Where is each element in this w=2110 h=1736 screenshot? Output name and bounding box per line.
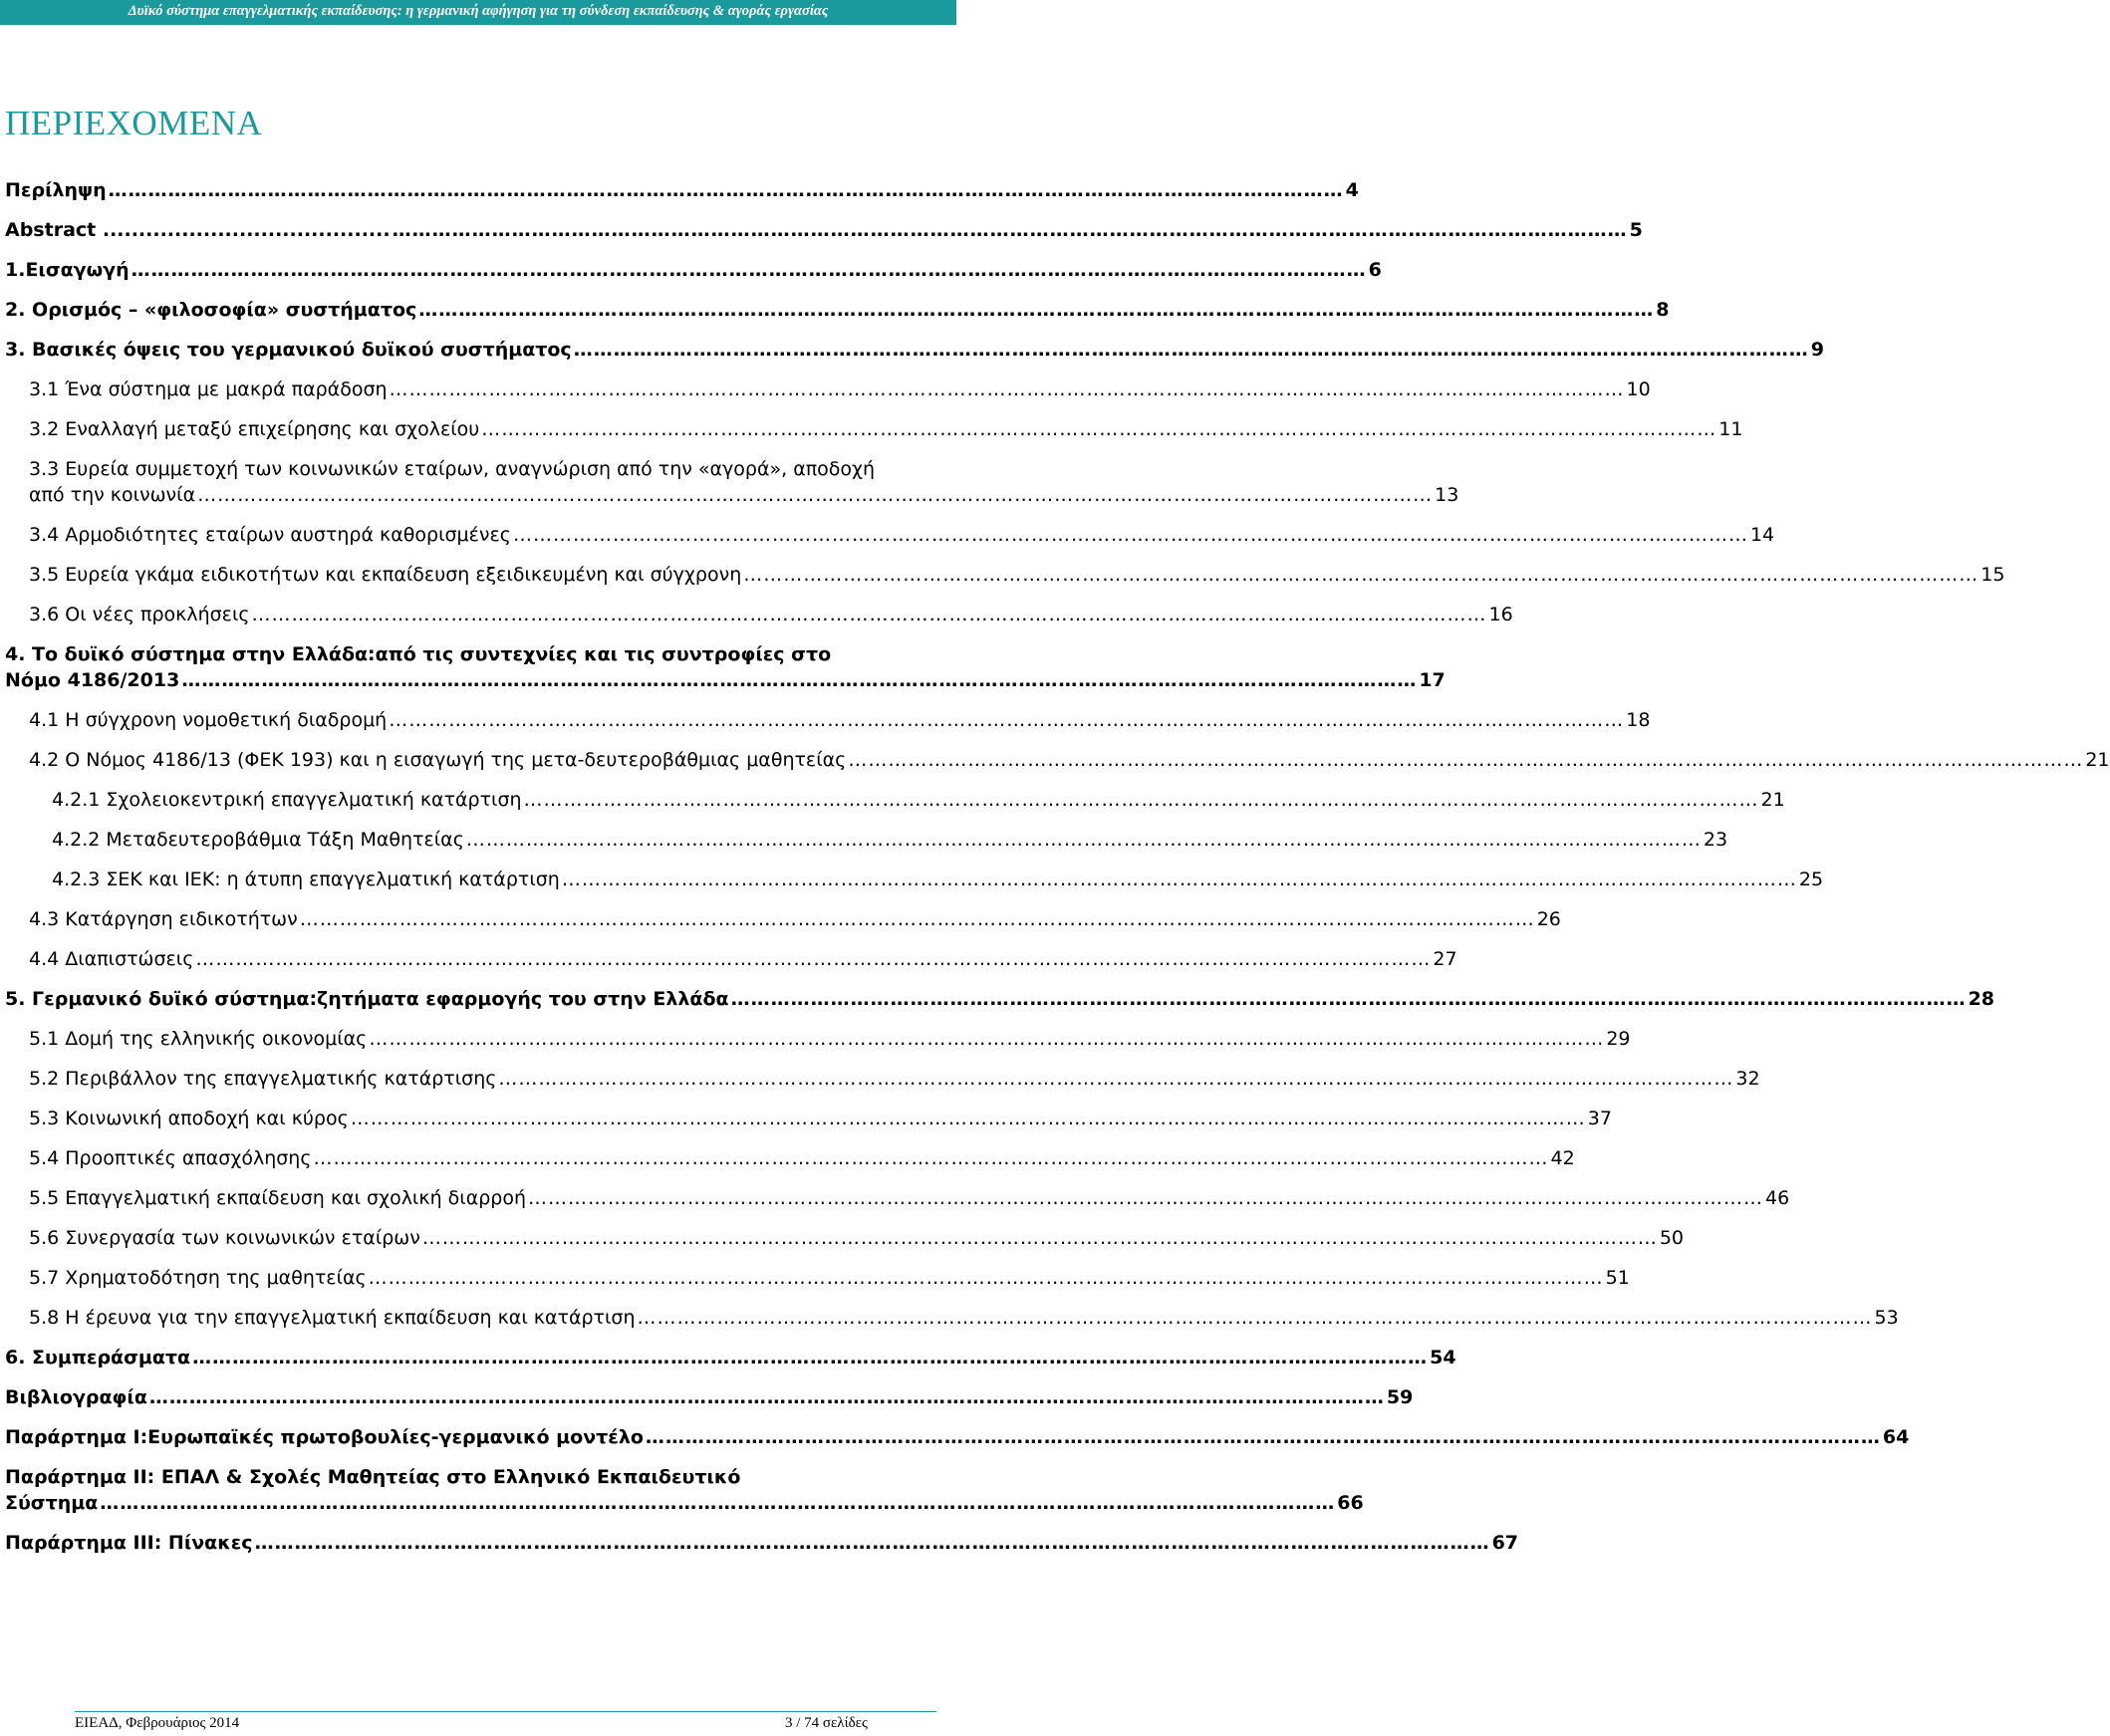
- toc-entry-text: 4.2.1 Σχολειοκεντρική επαγγελματική κατάρτιση: [52, 789, 522, 811]
- toc-entry[interactable]: [5, 257, 1382, 283]
- toc-entry-page: 21: [1760, 789, 1785, 811]
- toc-entry-text: 5.8 Η έρευνα για την επαγγελματική εκπαίδευση και κατάρτιση: [29, 1307, 636, 1329]
- toc-entry-page: 53: [1874, 1307, 1899, 1329]
- toc-entry-page: 50: [1659, 1227, 1685, 1249]
- toc-entry-text: 3.1 Ένα σύστημα με μακρά παράδοση: [29, 378, 388, 400]
- toc-entry-page: 66: [1337, 1492, 1364, 1514]
- toc-entry[interactable]: [29, 906, 1561, 932]
- toc-entry[interactable]: [5, 1424, 1910, 1450]
- footer-rule: [75, 1711, 936, 1712]
- toc-entry-page: 13: [1435, 484, 1459, 506]
- toc-entry[interactable]: [52, 827, 1728, 853]
- toc-entry-page: 42: [1550, 1147, 1575, 1169]
- toc-entry-text: Σύστημα: [5, 1492, 99, 1514]
- toc-entry[interactable]: [29, 562, 2005, 588]
- toc-entry-page: 26: [1536, 908, 1561, 930]
- toc-entry[interactable]: [5, 217, 1643, 243]
- toc-entry-page: 5: [1629, 219, 1643, 241]
- toc-entry-text: 3.6 Οι νέες προκλήσεις: [29, 604, 250, 625]
- toc-entry-page: 46: [1765, 1187, 1790, 1209]
- toc-entry-page: 17: [1419, 669, 1446, 691]
- toc-entry[interactable]: [29, 1265, 1630, 1291]
- toc-entry-page: 4: [1345, 179, 1359, 201]
- toc-entry-text: 4. Το δυϊκό σύστημα στην Ελλάδα:από τις συντεχνίες και τις συντροφίες στο: [5, 643, 832, 665]
- toc-entry-text: 3.3 Ευρεία συμμετοχή των κοινωνικών εταίρων, αναγνώριση από την «αγορά», αποδοχή: [29, 458, 876, 480]
- toc-entry-page: 51: [1605, 1267, 1630, 1289]
- toc-entry-text: 5.7 Χρηματοδότηση της μαθητείας: [29, 1267, 367, 1289]
- toc-entry-page: 18: [1626, 709, 1651, 731]
- toc-entry[interactable]: [5, 297, 1670, 323]
- toc-entry-text: Παράρτημα Ι:Ευρωπαϊκές πρωτοβουλίες-γερμανικό μοντέλο: [5, 1426, 644, 1448]
- toc-entry[interactable]: [29, 602, 1513, 627]
- toc-entry[interactable]: [5, 337, 1824, 363]
- toc-entry-text: 4.2.3 ΣΕΚ και ΙΕΚ: η άτυπη επαγγελματική κατάρτιση: [52, 868, 560, 890]
- toc-entry-page: 16: [1488, 604, 1513, 625]
- toc-entry-text: 4.2.2 Μεταδευτεροβάθμια Τάξη Μαθητείας: [52, 829, 464, 851]
- toc-entry[interactable]: [5, 986, 1995, 1012]
- toc-entry-text: 4.4 Διαπιστώσεις: [29, 948, 194, 970]
- toc-entry-page: 59: [1386, 1386, 1414, 1408]
- toc-entry-page: 23: [1703, 829, 1728, 851]
- toc-entry-page: 8: [1656, 299, 1670, 321]
- toc-entry-page: 10: [1626, 378, 1651, 400]
- toc-entry-text: 3.2 Εναλλαγή μεταξύ επιχείρησης και σχολείου: [29, 418, 480, 440]
- toc-entry-page: 27: [1433, 948, 1457, 970]
- toc-title: ΠΕΡΙΕΧΟΜΕΝΑ: [5, 104, 263, 142]
- toc-entry-page: 29: [1606, 1028, 1631, 1050]
- toc-entry-page: 11: [1718, 418, 1743, 440]
- toc-entry-page: 32: [1735, 1068, 1760, 1090]
- toc-entry[interactable]: [29, 1185, 1790, 1211]
- toc-entry-text: 5.2 Περιβάλλον της επαγγελματικής κατάρτισης: [29, 1068, 497, 1090]
- toc-entry-text: 5.6 Συνεργασία των κοινωνικών εταίρων: [29, 1227, 420, 1249]
- toc-entry-page: 67: [1491, 1532, 1519, 1554]
- toc-entry-text: από την κοινωνία: [29, 484, 196, 506]
- toc-entry-text: Παράρτημα ΙΙΙ: Πίνακες: [5, 1532, 253, 1554]
- toc-entry-text: 5.4 Προοπτικές απασχόλησης: [29, 1147, 312, 1169]
- toc-entry-page: 25: [1798, 868, 1824, 890]
- toc-entry-page: 9: [1810, 339, 1824, 361]
- toc-entry-text: 6. Συμπεράσματα: [5, 1347, 191, 1368]
- toc-entry[interactable]: [5, 1345, 1456, 1370]
- toc-entry[interactable]: [5, 177, 1359, 203]
- footer-publisher-date: ΕΙΕΑΔ, Φεβρουάριος 2014: [75, 1715, 240, 1731]
- toc-entry-text: 2. Ορισμός – «φιλοσοφία» συστήματος: [5, 299, 417, 321]
- toc-entry[interactable]: [52, 867, 1824, 892]
- toc-entry[interactable]: [29, 1026, 1631, 1052]
- toc-entry-text: Βιβλιογραφία: [5, 1386, 147, 1408]
- toc-entry-page: 37: [1587, 1108, 1612, 1129]
- toc-entry-text: 4.3 Κατάργηση ειδικοτήτων: [29, 908, 298, 930]
- toc-entry[interactable]: [29, 707, 1651, 733]
- toc-entry[interactable]: [29, 1106, 1612, 1131]
- toc-entry-text: 5. Γερμανικό δυϊκό σύστημα:ζητήματα εφαρμογής του στην Ελλάδα: [5, 988, 729, 1010]
- toc-entry-text: 3.5 Ευρεία γκάμα ειδικοτήτων και εκπαίδευση εξειδικευμένη και σύγχρονη: [29, 564, 742, 586]
- toc-entry[interactable]: [29, 1066, 1760, 1092]
- toc-entry-page: 28: [1968, 988, 1995, 1010]
- toc-entry[interactable]: [29, 747, 2110, 773]
- toc-entry-text: 4.2 Ο Νόμος 4186/13 (ΦΕΚ 193) και η εισαγωγή της μετα-δευτεροβάθμιας μαθητείας: [29, 749, 847, 771]
- toc-entry-text: 3. Βασικές όψεις του γερμανικού δυϊκού συστήματος: [5, 339, 572, 361]
- toc-entry[interactable]: [29, 376, 1651, 402]
- toc-entry-text: 5.1 Δομή της ελληνικής οικονομίας: [29, 1028, 368, 1050]
- toc-entry-page: 14: [1749, 524, 1775, 546]
- running-header: Δυϊκό σύστημα επαγγελματικής εκπαίδευσης: η γερμανική αφήγηση για τη σύνδεση εκπαίδευσης & αγοράς εργασίας: [0, 0, 956, 25]
- toc-entry-text: Νόμο 4186/2013: [5, 669, 180, 691]
- toc-entry-page: 6: [1368, 259, 1382, 281]
- toc-entry[interactable]: [5, 1530, 1519, 1556]
- toc-entry[interactable]: [29, 1145, 1575, 1171]
- toc-entry-page: 64: [1882, 1426, 1910, 1448]
- toc-entry-page: 21: [2085, 749, 2110, 771]
- toc-entry[interactable]: [29, 416, 1743, 442]
- toc-entry[interactable]: [29, 1225, 1685, 1251]
- toc-entry-text: 3.4 Αρμοδιότητες εταίρων αυστηρά καθορισμένες: [29, 524, 511, 546]
- toc-entry-text: Περίληψη: [5, 179, 107, 201]
- toc-entry[interactable]: [29, 456, 1459, 508]
- toc-entry[interactable]: [29, 1305, 1899, 1331]
- toc-entry[interactable]: [29, 946, 1457, 972]
- toc-entry[interactable]: [29, 522, 1775, 548]
- toc-entry-page: 54: [1430, 1347, 1456, 1368]
- toc-entry-text: 5.3 Κοινωνική αποδοχή και κύρος: [29, 1108, 349, 1129]
- toc-entry[interactable]: [52, 787, 1785, 813]
- toc-entry-text: Abstract ........................................: [5, 219, 391, 241]
- footer-page-count: 3 / 74 σελίδες: [785, 1715, 868, 1731]
- toc-entry[interactable]: [5, 1464, 1364, 1516]
- toc-entry-text: 4.1 Η σύγχρονη νομοθετική διαδρομή: [29, 709, 388, 731]
- toc-entry[interactable]: [5, 1384, 1414, 1410]
- toc-entry-text: 5.5 Επαγγελματική εκπαίδευση και σχολική διαρροή: [29, 1187, 527, 1209]
- toc-entry-page: 15: [1980, 564, 2005, 586]
- toc-entry-text: 1.Εισαγωγή: [5, 259, 130, 281]
- toc-entry[interactable]: [5, 641, 1446, 693]
- toc-entry-text: Παράρτημα ΙΙ: ΕΠΑΛ & Σχολές Μαθητείας στο Ελληνικό Εκπαιδευτικό: [5, 1466, 741, 1488]
